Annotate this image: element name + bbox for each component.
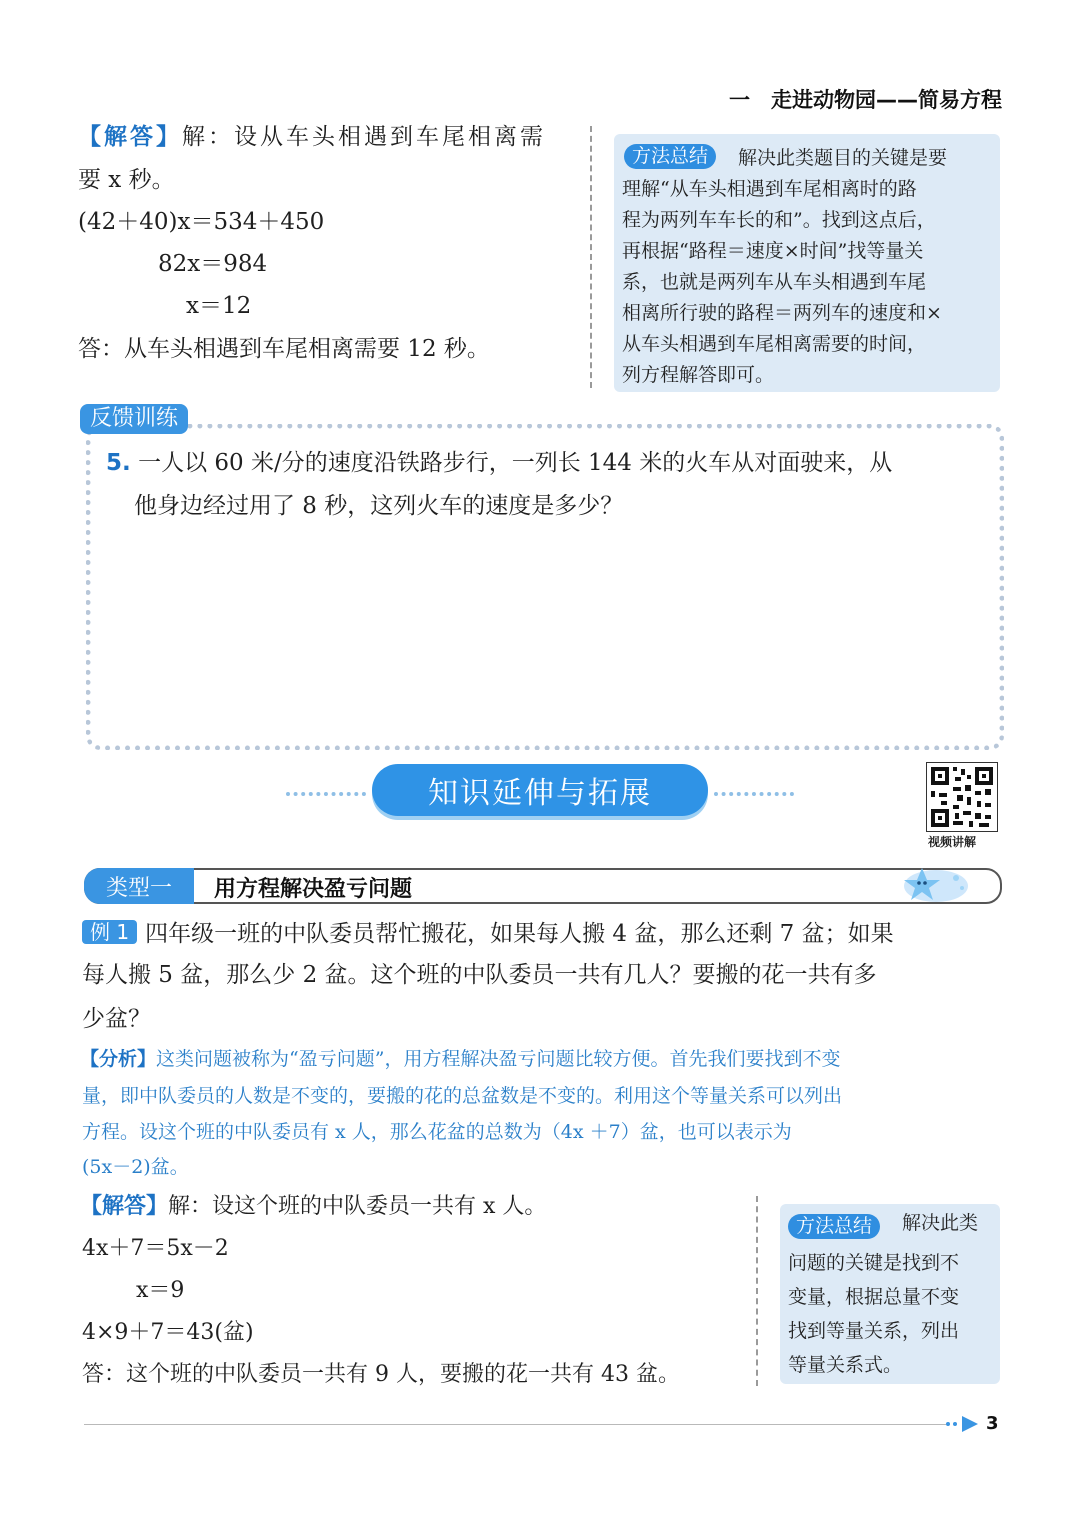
- feedback-practice-tab: 反馈训练: [80, 404, 188, 434]
- method-summary-line: 从车头相遇到车尾相离需要的时间，: [622, 333, 927, 355]
- column-divider: [590, 126, 592, 388]
- analysis-line-3: 方程。设这个班的中队委员有 x 人，那么花盆的总数为（4x ＋7）盆，也可以表示为: [82, 1121, 792, 1143]
- top-equation-1: (42＋40)x＝534＋450: [78, 209, 325, 235]
- method-summary-line: 再根据“路程＝速度×时间”找等量关: [622, 240, 924, 262]
- qr-caption: 视频讲解: [928, 835, 977, 849]
- top-solution-line-1: [78, 126, 546, 149]
- method-summary-badge: 方法总结: [624, 144, 716, 169]
- feedback-question-line-2: 他身边经过用了 8 秒，这列火车的速度是多少？: [134, 493, 624, 519]
- example-line-1: [82, 920, 894, 946]
- question-number: 5.: [106, 450, 131, 476]
- banner-dots-left: [286, 792, 366, 796]
- footer-rule: [84, 1424, 946, 1425]
- method-summary-line: 理解“从车头相遇到车尾相离时的路: [622, 178, 917, 200]
- method-summary-line: 相离所行驶的路程＝两列车的速度和×: [622, 302, 942, 324]
- feedback-question-line-1: [106, 452, 892, 475]
- method-summary-line: 变量，根据总量不变: [788, 1286, 960, 1308]
- analysis-text-1: 这类问题被称为“盈亏问题”，用方程解决盈亏问题比较方便。首先我们要找到不变: [156, 1048, 841, 1070]
- example-text-1: 四年级一班的中队委员帮忙搬花，如果每人搬 4 盆，那么还剩 7 盆；如果: [145, 921, 894, 947]
- solution-tag: 【解答】: [78, 124, 182, 150]
- method-summary-line: 列方程解答即可。: [622, 364, 775, 386]
- top-solution-text-1: 解：设从车头相遇到车尾相离需: [182, 124, 546, 150]
- method-summary-line: 找到等量关系，列出: [788, 1320, 960, 1342]
- example-line-2: 每人搬 5 盆，那么少 2 盆。这个班的中队委员一共有几人？要搬的花一共有多: [82, 962, 877, 988]
- knowledge-extension-banner: 知识延伸与拓展: [372, 764, 708, 816]
- method-summary-line: 等量关系式。: [788, 1354, 903, 1376]
- running-head: 一 走进动物园——简易方程: [729, 88, 1002, 112]
- page-number: 3: [986, 1413, 999, 1434]
- type-section-label: 类型一: [84, 868, 194, 904]
- solution-tag: 【解答】: [80, 1194, 169, 1219]
- method-summary-line: 解决此类题目的关键是要: [738, 147, 948, 169]
- banner-dots-right: [714, 792, 794, 796]
- method-summary-line: 解决此类: [902, 1212, 979, 1234]
- type-section-title: 用方程解决盈亏问题: [214, 877, 413, 902]
- page-arrow-icon: [944, 1414, 982, 1434]
- top-equation-2: 82x＝984: [158, 251, 268, 277]
- bottom-solution-line-1: [80, 1196, 546, 1218]
- example-line-3: 少盆？: [82, 1006, 151, 1032]
- example-badge: 例 1: [82, 920, 137, 944]
- method-summary-badge: 方法总结: [788, 1214, 880, 1239]
- star-decoration-icon: [898, 862, 970, 906]
- feedback-question-text-1: 一人以 60 米/分的速度沿铁路步行，一列长 144 米的火车从对面驶来，从: [138, 450, 893, 476]
- method-summary-line: 系，也就是两列车从车头相遇到车尾: [622, 271, 927, 293]
- bottom-answer: 答：这个班的中队委员一共有 9 人，要搬的花一共有 43 盆。: [82, 1362, 680, 1387]
- top-answer: 答：从车头相遇到车尾相离需要 12 秒。: [78, 336, 490, 362]
- method-summary-line: 程为两列车车长的和”。找到这点后，: [622, 209, 936, 231]
- qr-code-image[interactable]: [926, 762, 998, 832]
- method-summary-box: [780, 1204, 1000, 1384]
- bottom-equation-1: 4x＋7＝5x－2: [82, 1236, 229, 1261]
- column-divider: [756, 1196, 758, 1386]
- method-summary-box: [614, 134, 1000, 392]
- top-solution-line-2: 要 x 秒。: [78, 167, 175, 193]
- analysis-line-4: (5x－2)盆。: [82, 1156, 189, 1178]
- bottom-equation-2: x＝9: [136, 1278, 185, 1303]
- analysis-line-2: 量，即中队委员的人数是不变的，要搬的花的总盆数是不变的。利用这个等量关系可以列出: [82, 1085, 843, 1107]
- bottom-equation-3: 4×9＋7＝43(盆): [82, 1320, 254, 1345]
- analysis-tag: 【分析】: [80, 1048, 157, 1070]
- analysis-line-1: [80, 1050, 840, 1069]
- bottom-solution-text-1: 解：设这个班的中队委员一共有 x 人。: [168, 1194, 547, 1219]
- top-equation-3: x＝12: [186, 293, 252, 319]
- method-summary-line: 问题的关键是找到不: [788, 1252, 960, 1274]
